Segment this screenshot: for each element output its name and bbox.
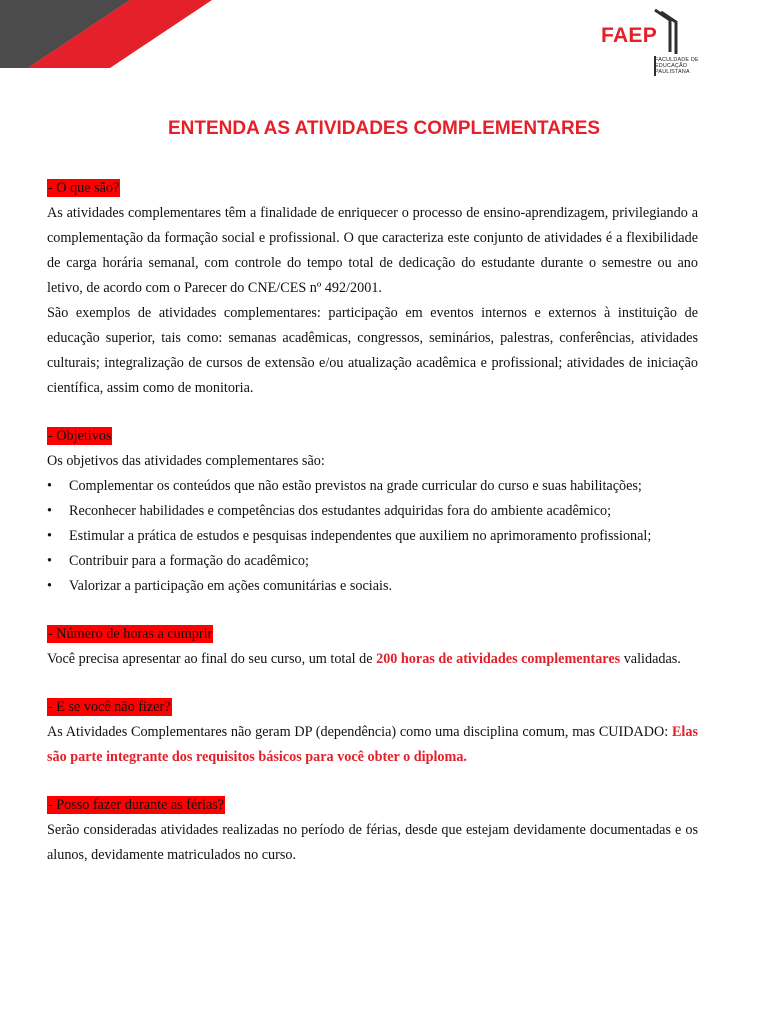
paragraph: São exemplos de atividades complementares: participação em eventos internos e externos à instituição de educação superior, tais como: semanas acadêmicas, congressos, seminários, palestras, conferências, atividades culturais; integralização de cursos de extensão e/ou atualização acadêmica e profissional; atividades de iniciação científica, assim como de monitoria. — [47, 305, 698, 396]
section-what — [47, 176, 698, 401]
logo-subtitle-line: PAULISTANA — [655, 69, 690, 75]
list-item — [47, 474, 698, 499]
section-objectives — [47, 424, 698, 599]
paragraph — [47, 647, 698, 672]
corner-decoration — [0, 0, 215, 68]
paragraph: Os objetivos das atividades complementares são: — [47, 453, 325, 469]
page-title: ENTENDA AS ATIVIDADES COMPLEMENTARES — [167, 118, 601, 139]
logo-wordmark: FAEP — [601, 24, 658, 47]
section-hours — [47, 622, 698, 672]
list-item-text: Estimular a prática de estudos e pesquisas independentes que auxiliem no aprimoramento profissional; — [69, 528, 652, 544]
hours-highlight: 200 horas de atividades complementares — [376, 651, 621, 667]
paragraph: As atividades complementares têm a finalidade de enriquecer o processo de ensino-aprendizagem, privilegiando a complementação da formação social e profissional. O que caracteriza este conjunto de atividades é a flexibilidade de carga horária semanal, com controle do tempo total de dedicação do estudante durante o semestre ou ano letivo, de acordo com o Parecer do CNE/CES nº 492/2001. — [47, 205, 698, 296]
section-heading-hours: - Número de horas a cumprir — [48, 626, 213, 642]
skip-highlight: Elas são parte integrante dos requisitos básicos para você obter o diploma. — [47, 724, 698, 765]
bullet-icon: • — [47, 528, 52, 544]
list-item-text: Complementar os conteúdos que não estão previstos na grade curricular do curso e suas habilitações; — [69, 478, 642, 494]
paragraph: Serão consideradas atividades realizadas no período de férias, desde que estejam devidamente documentadas e os alunos, devidamente matriculados no curso. — [47, 822, 698, 863]
objectives-list — [47, 474, 698, 599]
hours-text-end: validadas. — [620, 651, 681, 667]
bullet-icon: • — [47, 478, 52, 494]
list-item — [47, 499, 698, 524]
section-heading-objectives: - Objetivos — [48, 428, 112, 444]
bullet-icon: • — [47, 503, 52, 519]
section-heading-what: - O que são? — [48, 180, 120, 196]
logo-subtitle-line: EDUCAÇÃO — [655, 63, 688, 69]
section-skip — [47, 695, 698, 770]
bullet-icon: • — [47, 553, 52, 569]
list-item-text: Contribuir para a formação do acadêmico; — [69, 553, 309, 569]
skip-text: As Atividades Complementares não geram DP (dependência) como uma disciplina comum, mas CUIDADO: — [47, 724, 672, 740]
document-body — [47, 176, 698, 868]
list-item-text: Valorizar a participação em ações comunitárias e sociais. — [69, 578, 393, 594]
logo-subtitle-line: FACULDADE DE — [655, 57, 699, 63]
paragraph — [47, 720, 698, 770]
list-item — [47, 524, 698, 549]
list-item — [47, 574, 698, 599]
section-heading-vacation: - Posso fazer durante as férias? — [48, 797, 225, 813]
hours-text: Você precisa apresentar ao final do seu curso, um total de — [47, 651, 377, 667]
logo-subtitle — [655, 57, 699, 75]
section-vacation — [47, 793, 698, 868]
list-item-text: Reconhecer habilidades e competências dos estudantes adquiridas fora do ambiente acadêmico; — [69, 503, 612, 519]
faep-logo — [598, 6, 718, 78]
list-item — [47, 549, 698, 574]
section-heading-skip: - E se você não fizer? — [48, 699, 171, 715]
bullet-icon: • — [47, 578, 52, 594]
